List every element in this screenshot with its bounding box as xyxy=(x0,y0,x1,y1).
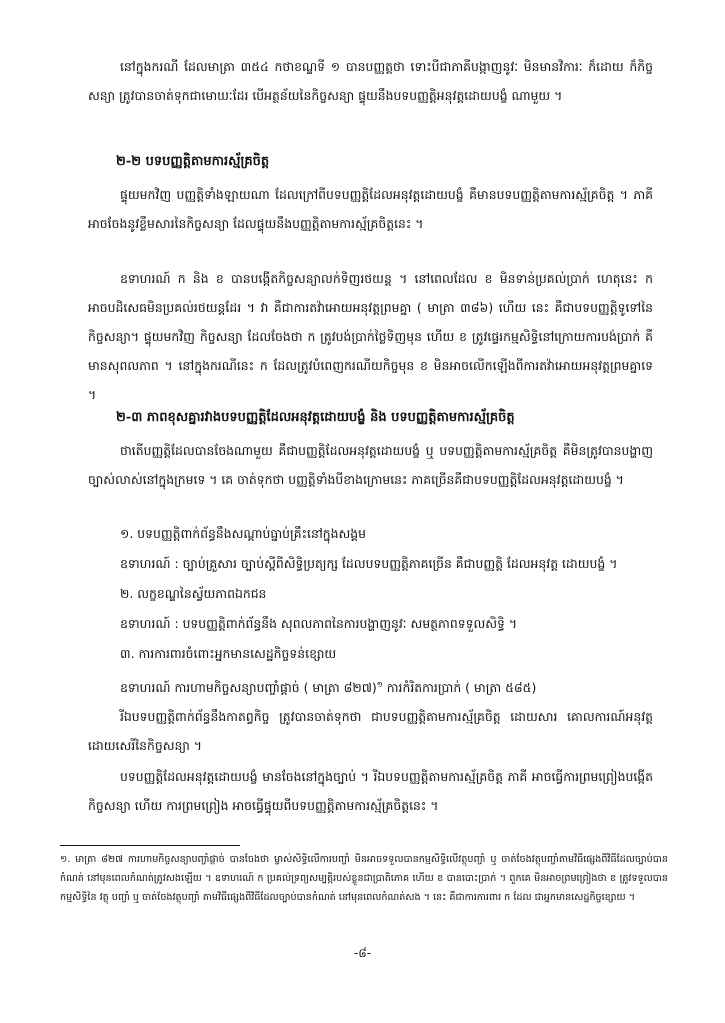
paragraph-obligations: រីឯបទបញ្ញត្តិពាក់ព័ន្ធនឹងកាតព្វកិច្ច ត្រូវបានចាត់ទុកថា ជាបទបញ្ញត្តិតាមការស្ម័គ្រចិត្ត ដោយសារ គោលការណ៍អនុវត្តដោយសេរីនៃកិច្ចសន្យា ។ xyxy=(88,709,653,753)
paragraph-example: ឧទាហរណ៍ ក និង ខ បានបង្កើតកិច្ចសន្យាលក់ទិញរថយន្ត ។ នៅពេលដែល ខ មិនទាន់ប្រគល់ប្រាក់ ហេតុនេះ ក អាចបដិសេធមិនប្រគល់រថយន្តដែរ ។ វា គឺជាការតវ៉ាអោយអនុវត្តព្រមគ្នា ( មាត្រា ៣៨៦) ហើយ នេះ គឺជាបទបញ្ញត្តិទូទៅនៃកិច្ចសន្យា។ ផ្ទុយមកវិញ កិច្ចសន្យា ដែលចែងថា ក ត្រូវបង់ប្រាក់ថ្លៃទិញមុន ហើយ ខ ត្រូវផ្ទេរកម្មសិទ្ធិនៅក្រោយការបង់ប្រាក់ គឺមានសុពលភាព ។ នៅក្នុងករណីនេះ ក ដែលត្រូវបំពេញករណីយកិច្ចមុន ខ មិនអាចលើកឡើងពីការតវ៉ាអោយអនុវត្តព្រមគ្នាទេ ។ xyxy=(88,271,653,402)
paragraph-distinction: ថាតើបញ្ញត្តិដែលបានចែងណាមួយ គឺជាបញ្ញត្តិដែលអនុវត្តដោយបង្ខំ ឬ បទបញ្ញត្តិតាមការស្ម័គ្រចិត្ត គឺមិនត្រូវបានបង្ហាញច្បាស់លាស់នៅក្នុងក្រមទេ ។ គេ ចាត់ទុកថា បញ្ញត្តិទាំងបីខាងក្រោមនេះ ភាគច្រើនគឺជាបទបញ្ញត្តិដែលអនុវត្តដោយបង្ខំ ។ xyxy=(88,443,653,487)
footnote: ១. មាត្រា ៨២៧ ការហាមកិច្ចសន្យាបញ្ចាំផ្តាច់ បានចែងថា ម្ចាស់សិទ្ធិលើការបញ្ចាំ មិនអាចទទួលបានកម្មសិទ្ធិលើវត្ថុបញ្ចាំ ឬ ចាត់ចែងវត្ថុបញ្ចាំតាមវិធីផ្សេងពីវិធីដែលច្បាប់បានកំណត់ នៅមុនពេលកំណត់ត្រូវសងឡើយ ។ ឧទាហរណ៍ ក ប្រគល់ទ្រព្យសម្បត្តិរបស់ខ្លួនជាប្រាតិភោគ ហើយ ខ បានបោះប្រាក់ ។ ពួកគេ មិនអាចព្រមព្រៀងថា ខ ត្រូវទទួលបានកម្មសិទ្ធិនៃ វត្ថុ បញ្ចាំ ឬ ចាត់ចែងវត្ថុបញ្ចាំ តាមវិធីផ្សេងពីវិធីដែលច្បាប់បានកំណត់ នៅមុនពេលកំណត់សង ។ នេះ គឺជាការការពារ ក ដែល ជាអ្នកមានសេដ្ឋកិច្ចខ្សោយ ។ xyxy=(60,854,668,903)
list-example-3 xyxy=(88,675,658,698)
section-heading-2-3: ២-៣ ភាពខុសគ្នារវាងបទបញ្ញត្តិដែលអនុវត្តដោយបង្ខំ និង បទបញ្ញត្តិតាមការស្ម័គ្រចិត្ត xyxy=(116,410,515,425)
paragraph-conclusion: បទបញ្ញត្តិដែលអនុវត្តដោយបង្ខំ មានចែងនៅក្នុងច្បាប់ ។ រីឯបទបញ្ញត្តិតាមការស្ម័គ្រចិត្ត ភាគី អាចធ្វើការព្រមព្រៀងបង្កើតកិច្ចសន្យា ហើយ ការព្រមព្រៀង អាចធ្វើផ្ទុយពីបទបញ្ញត្តិតាមការស្ម័គ្រចិត្តនេះ ។ xyxy=(88,769,653,813)
footnote-marker[interactable]: ១ xyxy=(376,680,383,689)
list-item-1: ១. បទបញ្ញត្តិពាក់ព័ន្ធនឹងសណ្តាប់ធ្នាប់គ្រឹះនៅក្នុងសង្គម xyxy=(120,526,367,541)
footnote-divider xyxy=(60,845,240,846)
list-example-1: ឧទាហរណ៍ : ច្បាប់គ្រួសារ ច្បាប់ស្តីពីសិទ្ធិប្រត្យក្ស ដែលបទបញ្ញត្តិភាគច្រើន គឺជាបញ្ញត្តិ ដែលអនុវត្ត ដោយបង្ខំ ។ xyxy=(120,556,618,571)
list-item-3: ៣. ការការពារចំពោះអ្នកមានសេដ្ឋកិច្ចទន់ខ្សោយ xyxy=(120,646,337,661)
list-item-2: ២. លក្ខខណ្ឌនៃស្វ័យភាពឯកជន xyxy=(120,586,267,601)
paragraph-intro: នៅក្នុងករណី ដែលមាត្រា ៣៥៤ កថាខណ្ឌទី ១ បានបញ្ញត្តថា ទោះបីជាភាគីបង្កាញនូវៈ មិនមានវិការៈ ក៏ដោយ ក៏កិច្ចសន្យា ត្រូវបានចាត់ទុកជាមោឃៈដែរ បើអត្ថន័យនៃកិច្ចសន្យា ផ្ទុយនឹងបទបញ្ញត្តិអនុវត្តដោយបង្ខំ ណាមួយ ។ xyxy=(88,59,653,103)
list-example-2: ឧទាហរណ៍ : បទបញ្ញត្តិពាក់ព័ន្ធនឹង សុពលភាពនៃការបង្ហាញនូវៈ សមត្ថភាពទទួលសិទ្ធិ ។ xyxy=(120,616,518,631)
example-3-text: ឧទាហរណ៍ ការហាមកិច្ចសន្យាបញ្ចាំផ្តាច់ ( មាត្រា ៨២៧) xyxy=(120,680,377,696)
example-3-tail: ការកំរិតការប្រាក់ ( មាត្រា ៥៨៥) xyxy=(382,680,537,696)
page-number: -៨- xyxy=(353,946,372,960)
paragraph-voluntary-rules: ផ្ទុយមកវិញ បញ្ញត្តិទាំងឡាយណា ដែលក្រៅពីបទបញ្ញត្តិដែលអនុវត្តដោយបង្ខំ គឺមានបទបញ្ញត្តិតាមការស្ម័គ្រចិត្ត ។ ភាគី អាចចែងនូវខ្លឹមសារនៃកិច្ចសន្យា ដែលផ្ទុយនឹងបញ្ញត្តិតាមការស្ម័គ្រចិត្តនេះ ។ xyxy=(88,187,653,231)
section-heading-2-2: ២-២ បទបញ្ញត្តិតាមការស្ម័គ្រចិត្ត xyxy=(116,154,270,169)
